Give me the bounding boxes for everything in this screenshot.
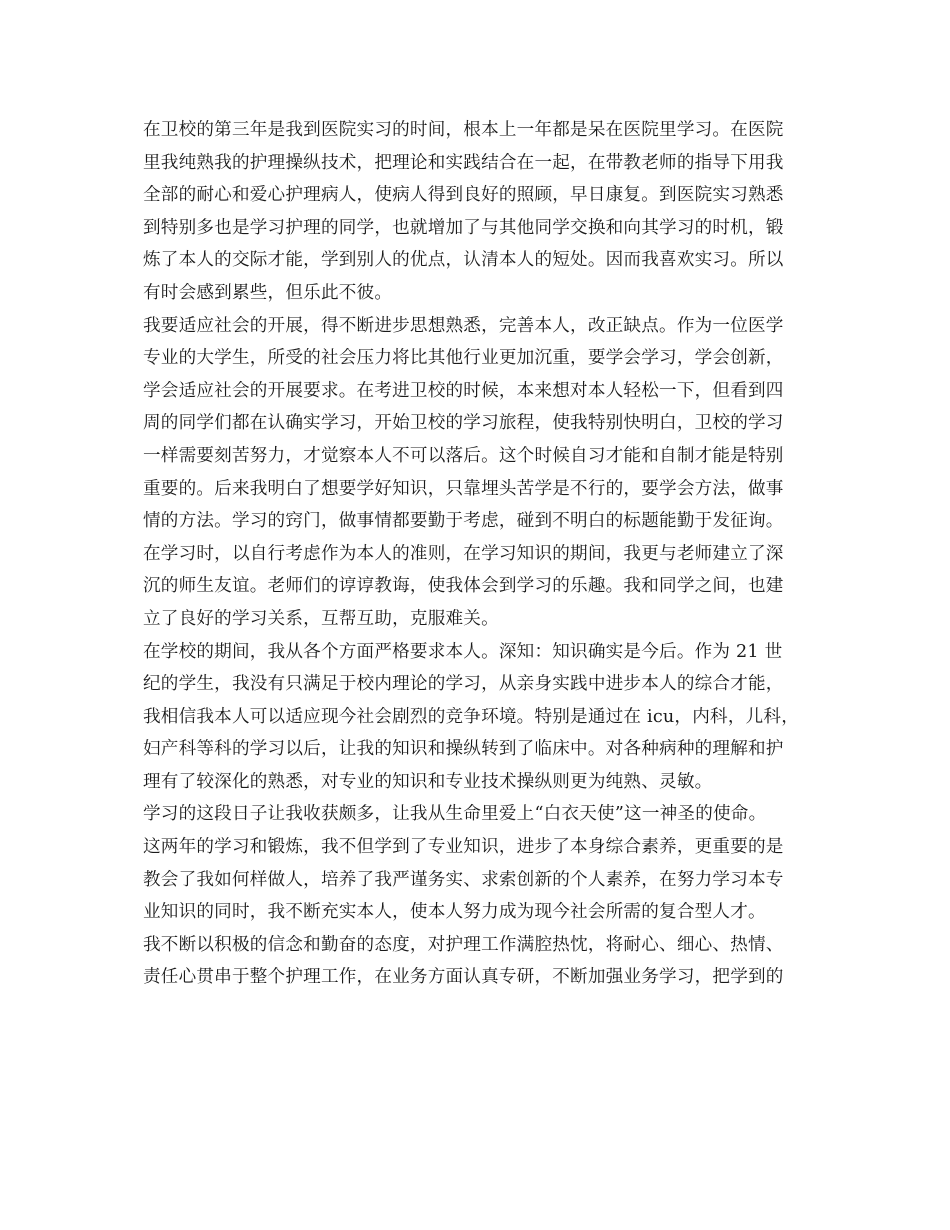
text-line: 在学校的期间，我从各个方面严格要求本人。深知：知识确实是今后。作为 21 世 (143, 641, 783, 662)
text-line: 妇产科等科的学习以后，让我的知识和操纵转到了临床中。对各种病种的理解和护 (143, 739, 784, 760)
text-line: 在学习时，以自行考虑作为本人的准则，在学习知识的期间，我更与老师建立了深 (143, 543, 784, 564)
text-line: 教会了我如何样做人，培养了我严谨务实、求索创新的个人素养，在努力学习本专 (143, 869, 784, 890)
text-line: 在卫校的第三年是我到医院实习的时间，根本上一年都是呆在医院里学习。在医院 (143, 120, 784, 140)
text-line: 学习的这段日子让我收获颇多，让我从生命里爱上“白衣天使”这一神圣的使命。 (143, 804, 767, 825)
text-line: 到特别多也是学习护理的同学，也就增加了与其他同学交换和向其学习的时机，锻 (143, 217, 784, 238)
text-line: 情的方法。学习的窍门，做事情都要勤于考虑，碰到不明白的标题能勤于发征询。 (143, 511, 784, 532)
text-line: 沉的师生友谊。老师们的谆谆教诲，使我体会到学习的乐趣。我和同学之间，也建 (143, 576, 784, 597)
text-line: 业知识的同时，我不断充实本人，使本人努力成为现今社会所需的复合型人才。 (143, 902, 766, 923)
text-line: 重要的。后来我明白了想要学好知识，只靠埋头苦学是不行的，要学会方法，做事 (143, 478, 784, 499)
text-line: 纪的学生，我没有只满足于校内理论的学习，从亲身实践中进步本人的综合才能， (143, 674, 784, 695)
text-line: 我不断以积极的信念和勤奋的态度，对护理工作满腔热忱，将耐心、细心、热情、 (143, 934, 784, 955)
text-line: 责任心贯串于整个护理工作，在业务方面认真专研，不断加强业务学习，把学到的 (143, 967, 784, 988)
text-line: 我要适应社会的开展，得不断进步思想熟悉，完善本人，改正缺点。作为一位医学 (143, 315, 784, 336)
text-line: 炼了本人的交际才能，学到别人的优点，认清本人的短处。因而我喜欢实习。所以 (143, 250, 784, 271)
text-line: 学会适应社会的开展要求。在考进卫校的时候，本来想对本人轻松一下，但看到四 (143, 380, 784, 401)
text-line: 这两年的学习和锻炼，我不但学到了专业知识，进步了本身综合素养，更重要的是 (143, 837, 784, 858)
text-line: 我相信我本人可以适应现今社会剧烈的竞争环境。特别是通过在 icu，内科，儿科， (143, 706, 799, 727)
text-line: 一样需要刻苦努力，才觉察本人不可以落后。这个时候自习才能和自制才能是特别 (143, 445, 784, 466)
document-body (143, 114, 823, 994)
text-line: 理有了较深化的熟悉，对专业的知识和专业技术操纵则更为纯熟、灵敏。 (143, 771, 713, 792)
text-line: 全部的耐心和爱心护理病人，使病人得到良好的照顾，早日康复。到医院实习熟悉 (143, 185, 784, 206)
text-line: 周的同学们都在认确实学习，开始卫校的学习旅程，使我特别快明白，卫校的学习 (143, 413, 784, 434)
text-line: 专业的大学生，所受的社会压力将比其他行业更加沉重，要学会学习，学会创新， (143, 348, 784, 369)
text-line: 立了良好的学习关系，互帮互助，克服难关。 (143, 608, 499, 629)
text-line: 有时会感到累些，但乐此不彼。 (143, 282, 393, 303)
text-line: 里我纯熟我的护理操纵技术，把理论和实践结合在一起，在带教老师的指导下用我 (143, 152, 784, 173)
